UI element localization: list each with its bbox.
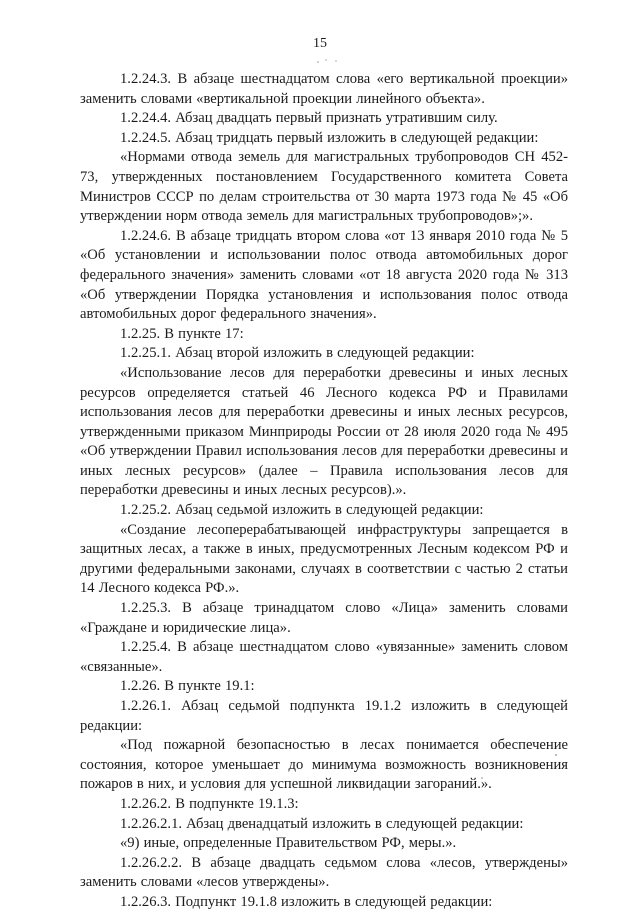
scan-speck	[325, 59, 326, 60]
quote-norms-pipelines: «Нормами отвода земель для магистральных трубопроводов СН 452-73, утвержденных постановлением Государственного комитета Совета Министров СССР по делам строительства от 30 марта 1973 года № 45 «Об утверждении норм отвода земель для магистральных трубопроводов»;».	[80, 149, 568, 225]
paragraph-1-2-25-2: 1.2.25.2. Абзац седьмой изложить в следующей редакции:	[120, 502, 484, 519]
paragraph-1-2-26-3: 1.2.26.3. Подпункт 19.1.8 изложить в следующей редакции:	[120, 893, 493, 910]
paragraph-1-2-25-4: 1.2.25.4. В абзаце шестнадцатом слово «увязанные» заменить словом «связанные».	[80, 639, 568, 675]
paragraph-1-2-26-2-2: 1.2.26.2.2. В абзаце двадцать седьмом слова «лесов, утверждены» заменить словами «лесов утверждены».	[80, 854, 568, 891]
page-number: 15	[313, 36, 327, 51]
quote-fire-safety: «Под пожарной безопасностью в лесах понимается обеспечение состояния, которое уменьшает до минимума возможность возникновения пожаров в них, и условия для успешной ликвидации загораний.».	[80, 737, 568, 793]
paragraph-1-2-24-5: 1.2.24.5. Абзац тридцать первый изложить в следующей редакции:	[120, 129, 539, 146]
quote-forest-use: «Использование лесов для переработки древесины и иных лесных ресурсов определяется статьей 46 Лесного кодекса РФ и Правилами использования лесов для переработки древесины и иных лесных ресурсов, утвержденными приказом Минприроды России от 28 июля 2020 года № 495 «Об утверждении Правил использования лесов для переработки древесины и иных лесных ресурсов» (далее – Правила использования лесов для переработки древесины и иных лесных ресурсов).».	[80, 364, 568, 499]
paragraph-1-2-26: 1.2.26. В пункте 19.1:	[120, 678, 255, 695]
scan-speck	[335, 60, 336, 61]
paragraph-1-2-25: 1.2.25. В пункте 17:	[120, 325, 244, 342]
paragraph-1-2-26-1: 1.2.26.1. Абзац седьмой подпункта 19.1.2 изложить в следующей редакции:	[80, 698, 568, 734]
paragraph-1-2-26-2-1: 1.2.26.2.1. Абзац двенадцатый изложить в следующей редакции:	[120, 815, 524, 832]
paragraph-1-2-25-1: 1.2.25.1. Абзац второй изложить в следующей редакции:	[120, 345, 475, 362]
paragraph-1-2-25-3: 1.2.25.3. В абзаце тринадцатом слово «Лица» заменить словами «Граждане и юридические лица».	[80, 600, 568, 636]
paragraph-1-2-24-3: 1.2.24.3. В абзаце шестнадцатом слова «его вертикальной проекции» заменить словами «вертикальной проекции линейного объекта».	[80, 71, 568, 107]
paragraph-1-2-24-4: 1.2.24.4. Абзац двадцать первый признать утратившим силу.	[120, 110, 498, 127]
scan-speck	[317, 61, 319, 63]
paragraph-1-2-24-6: 1.2.24.6. В абзаце тридцать втором слова «от 13 января 2010 года № 5 «Об установлении и использовании полос отвода автомобильных дорог федерального значения» заменить словами «от 18 августа 2020 года № 313 «Об утверждении Порядка установления и использования полос отвода автомобильных дорог федерального значения».	[80, 227, 568, 323]
paragraph-1-2-26-2: 1.2.26.2. В подпункте 19.1.3:	[120, 795, 299, 812]
quote-infrastructure: «Создание лесоперерабатывающей инфраструктуры запрещается в защитных лесах, а также в иных, предусмотренных Лесным кодексом РФ и другими федеральными законами, случаях в соответствии с частью 2 статьи 14 Лесного кодекса РФ.».	[80, 521, 568, 597]
quote-other-measures: «9) иные, определенные Правительством РФ, меры.».	[120, 835, 457, 852]
document-body	[80, 70, 568, 913]
